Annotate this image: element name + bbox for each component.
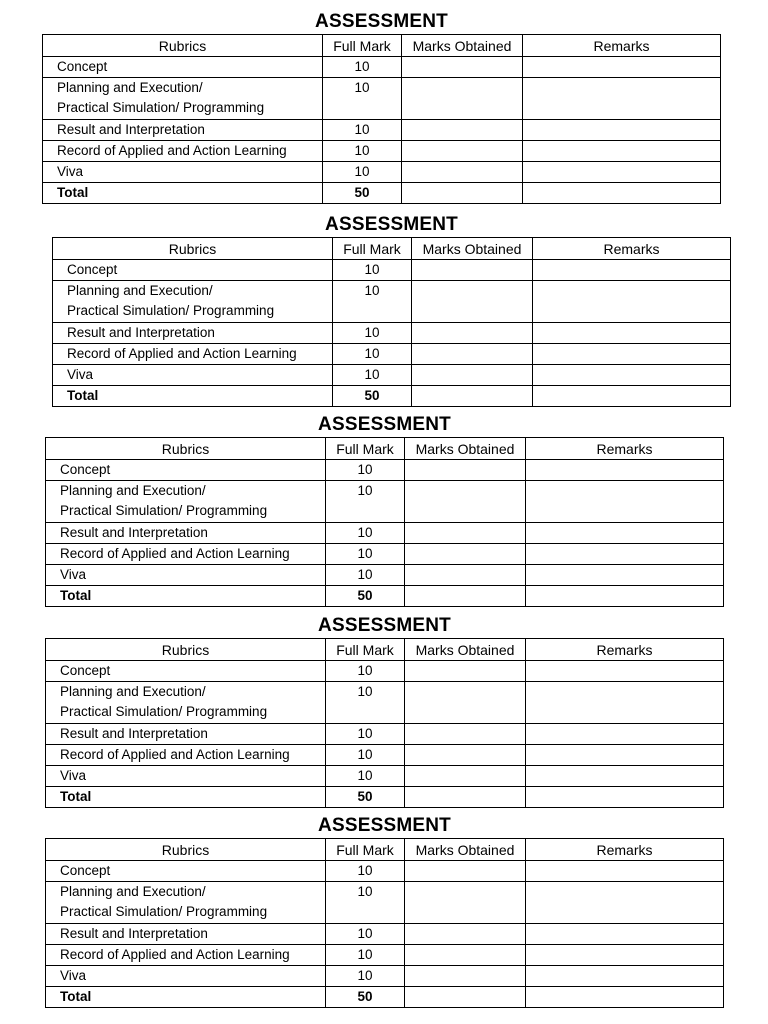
table-row (46, 724, 724, 745)
assessment-table (45, 638, 724, 808)
header-row (46, 839, 724, 861)
full-mark-cell: 10 (326, 945, 405, 966)
full-mark-cell: 10 (326, 682, 405, 724)
total-row (53, 386, 731, 407)
remarks-cell[interactable] (533, 260, 731, 281)
full-mark-cell: 10 (326, 766, 405, 787)
full-mark-cell: 10 (323, 162, 402, 183)
total-full-mark: 50 (326, 987, 405, 1008)
rubric-cell: Viva (46, 966, 326, 987)
rubrics-header: Rubrics (53, 238, 333, 260)
full-mark-cell: 10 (326, 966, 405, 987)
rubric-cell: Result and Interpretation (53, 323, 333, 344)
remarks-header: Remarks (533, 238, 731, 260)
remarks-header: Remarks (526, 639, 724, 661)
full-mark-cell: 10 (326, 661, 405, 682)
marks-obtained-cell[interactable] (405, 882, 526, 924)
full-mark-cell: 10 (326, 523, 405, 544)
marks-obtained-cell[interactable] (405, 565, 526, 586)
table-row (53, 365, 731, 386)
table-row (46, 924, 724, 945)
full-mark-cell: 10 (323, 78, 402, 120)
table-row (46, 861, 724, 882)
total-row (46, 987, 724, 1008)
header-row (53, 238, 731, 260)
rubrics-header: Rubrics (46, 639, 326, 661)
full-mark-header: Full Mark (326, 639, 405, 661)
marks-obtained-cell[interactable] (405, 544, 526, 565)
remarks-cell[interactable] (533, 281, 731, 323)
rubric-cell: Record of Applied and Action Learning (53, 344, 333, 365)
table-row (43, 141, 721, 162)
marks-obtained-cell[interactable] (405, 523, 526, 544)
remarks-cell[interactable] (526, 861, 724, 882)
total-full-mark: 50 (326, 787, 405, 808)
total-row (43, 183, 721, 204)
assessment-block-5 (45, 815, 724, 1008)
rubric-line-1: Planning and Execution/ (60, 483, 206, 498)
table-row (46, 745, 724, 766)
table-row (43, 120, 721, 141)
marks-obtained-cell[interactable] (405, 661, 526, 682)
full-mark-cell: 10 (333, 281, 412, 323)
assessment-block-1 (42, 11, 721, 204)
rubric-cell: Record of Applied and Action Learning (43, 141, 323, 162)
remarks-cell[interactable] (526, 682, 724, 724)
marks-obtained-cell[interactable] (402, 141, 523, 162)
rubric-cell (43, 78, 323, 120)
rubric-line-1: Planning and Execution/ (60, 884, 206, 899)
full-mark-cell: 10 (323, 57, 402, 78)
total-marks-obtained-cell[interactable] (405, 987, 526, 1008)
total-marks-obtained-cell[interactable] (402, 183, 523, 204)
assessment-table (45, 838, 724, 1008)
table-row (53, 260, 731, 281)
remarks-cell[interactable] (523, 120, 721, 141)
marks-obtained-cell[interactable] (405, 481, 526, 523)
marks-obtained-cell[interactable] (405, 724, 526, 745)
rubric-line-1: Planning and Execution/ (57, 80, 203, 95)
table-row (53, 323, 731, 344)
full-mark-cell: 10 (326, 882, 405, 924)
assessment-table (45, 437, 724, 607)
rubric-line-2: Practical Simulation/ Programming (60, 904, 268, 919)
rubric-line-2: Practical Simulation/ Programming (60, 503, 268, 518)
marks-obtained-cell[interactable] (405, 861, 526, 882)
remarks-cell[interactable] (526, 924, 724, 945)
full-mark-cell: 10 (326, 481, 405, 523)
table-row (46, 682, 724, 724)
total-row (46, 787, 724, 808)
full-mark-header: Full Mark (326, 438, 405, 460)
assessment-block-2 (52, 214, 731, 407)
remarks-cell[interactable] (526, 565, 724, 586)
total-remarks-cell[interactable] (526, 787, 724, 808)
assessment-table (42, 34, 721, 204)
table-row (43, 78, 721, 120)
full-mark-cell: 10 (326, 861, 405, 882)
total-full-mark: 50 (333, 386, 412, 407)
table-row (46, 481, 724, 523)
rubric-cell (46, 882, 326, 924)
table-row (46, 661, 724, 682)
table-row (43, 162, 721, 183)
total-remarks-cell[interactable] (526, 987, 724, 1008)
rubrics-header: Rubrics (43, 35, 323, 57)
rubric-line-2: Practical Simulation/ Programming (57, 100, 265, 115)
full-mark-header: Full Mark (333, 238, 412, 260)
remarks-cell[interactable] (526, 966, 724, 987)
rubric-line-2: Practical Simulation/ Programming (67, 303, 275, 318)
remarks-cell[interactable] (533, 365, 731, 386)
total-full-mark: 50 (326, 586, 405, 607)
marks-obtained-cell[interactable] (412, 365, 533, 386)
total-label: Total (43, 183, 323, 204)
full-mark-cell: 10 (326, 924, 405, 945)
rubric-cell: Viva (46, 766, 326, 787)
marks-obtained-cell[interactable] (405, 924, 526, 945)
table-row (46, 460, 724, 481)
marks-obtained-cell[interactable] (412, 323, 533, 344)
rubric-line-1: Planning and Execution/ (60, 684, 206, 699)
assessment-block-3 (45, 414, 724, 607)
marks-obtained-cell[interactable] (412, 344, 533, 365)
rubrics-header: Rubrics (46, 438, 326, 460)
remarks-header: Remarks (526, 438, 724, 460)
full-mark-cell: 10 (326, 544, 405, 565)
rubric-cell: Viva (43, 162, 323, 183)
marks-obtained-header: Marks Obtained (405, 438, 526, 460)
total-label: Total (46, 987, 326, 1008)
rubric-cell (53, 281, 333, 323)
total-remarks-cell[interactable] (526, 586, 724, 607)
table-row (46, 565, 724, 586)
marks-obtained-cell[interactable] (402, 78, 523, 120)
remarks-cell[interactable] (526, 745, 724, 766)
rubric-cell: Viva (53, 365, 333, 386)
full-mark-header: Full Mark (323, 35, 402, 57)
full-mark-header: Full Mark (326, 839, 405, 861)
full-mark-cell: 10 (326, 460, 405, 481)
remarks-cell[interactable] (523, 78, 721, 120)
marks-obtained-cell[interactable] (412, 281, 533, 323)
full-mark-cell: 10 (326, 565, 405, 586)
remarks-cell[interactable] (523, 162, 721, 183)
marks-obtained-cell[interactable] (405, 766, 526, 787)
total-marks-obtained-cell[interactable] (412, 386, 533, 407)
total-marks-obtained-cell[interactable] (405, 586, 526, 607)
rubric-cell: Result and Interpretation (46, 724, 326, 745)
rubric-cell: Concept (46, 460, 326, 481)
total-remarks-cell[interactable] (523, 183, 721, 204)
marks-obtained-cell[interactable] (405, 682, 526, 724)
table-row (53, 344, 731, 365)
remarks-header: Remarks (526, 839, 724, 861)
rubric-cell: Concept (46, 861, 326, 882)
rubric-cell: Viva (46, 565, 326, 586)
remarks-cell[interactable] (523, 57, 721, 78)
remarks-cell[interactable] (523, 141, 721, 162)
remarks-cell[interactable] (526, 724, 724, 745)
rubric-cell: Concept (43, 57, 323, 78)
rubric-line-1: Planning and Execution/ (67, 283, 213, 298)
rubrics-header: Rubrics (46, 839, 326, 861)
assessment-block-4 (45, 615, 724, 808)
remarks-cell[interactable] (533, 323, 731, 344)
rubric-cell: Result and Interpretation (46, 924, 326, 945)
full-mark-cell: 10 (323, 141, 402, 162)
total-row (46, 586, 724, 607)
total-label: Total (46, 787, 326, 808)
assessment-title: ASSESSMENT (315, 11, 448, 32)
total-full-mark: 50 (323, 183, 402, 204)
remarks-cell[interactable] (526, 544, 724, 565)
assessment-table (52, 237, 731, 407)
rubric-line-2: Practical Simulation/ Programming (60, 704, 268, 719)
rubric-cell: Record of Applied and Action Learning (46, 945, 326, 966)
marks-obtained-header: Marks Obtained (412, 238, 533, 260)
remarks-cell[interactable] (526, 945, 724, 966)
full-mark-cell: 10 (323, 120, 402, 141)
table-row (46, 766, 724, 787)
assessment-title: ASSESSMENT (325, 214, 458, 235)
rubric-cell: Record of Applied and Action Learning (46, 544, 326, 565)
table-row (43, 57, 721, 78)
rubric-cell: Result and Interpretation (46, 523, 326, 544)
full-mark-cell: 10 (326, 724, 405, 745)
marks-obtained-cell[interactable] (402, 57, 523, 78)
header-row (46, 438, 724, 460)
marks-obtained-header: Marks Obtained (405, 639, 526, 661)
header-row (43, 35, 721, 57)
marks-obtained-header: Marks Obtained (402, 35, 523, 57)
table-row (46, 523, 724, 544)
rubric-cell (46, 682, 326, 724)
marks-obtained-cell[interactable] (405, 945, 526, 966)
table-row (46, 544, 724, 565)
full-mark-cell: 10 (333, 323, 412, 344)
table-row (46, 945, 724, 966)
marks-obtained-cell[interactable] (402, 120, 523, 141)
full-mark-cell: 10 (326, 745, 405, 766)
total-remarks-cell[interactable] (533, 386, 731, 407)
remarks-cell[interactable] (526, 766, 724, 787)
full-mark-cell: 10 (333, 365, 412, 386)
marks-obtained-header: Marks Obtained (405, 839, 526, 861)
marks-obtained-cell[interactable] (402, 162, 523, 183)
total-label: Total (46, 586, 326, 607)
rubric-cell: Concept (46, 661, 326, 682)
remarks-header: Remarks (523, 35, 721, 57)
total-marks-obtained-cell[interactable] (405, 787, 526, 808)
rubric-cell: Concept (53, 260, 333, 281)
full-mark-cell: 10 (333, 344, 412, 365)
table-row (53, 281, 731, 323)
remarks-cell[interactable] (526, 882, 724, 924)
assessment-title: ASSESSMENT (318, 615, 451, 636)
table-row (46, 882, 724, 924)
marks-obtained-cell[interactable] (405, 966, 526, 987)
remarks-cell[interactable] (526, 481, 724, 523)
total-label: Total (53, 386, 333, 407)
header-row (46, 639, 724, 661)
assessment-title: ASSESSMENT (318, 815, 451, 836)
marks-obtained-cell[interactable] (405, 460, 526, 481)
marks-obtained-cell[interactable] (412, 260, 533, 281)
table-row (46, 966, 724, 987)
rubric-cell: Result and Interpretation (43, 120, 323, 141)
full-mark-cell: 10 (333, 260, 412, 281)
remarks-cell[interactable] (533, 344, 731, 365)
assessment-title: ASSESSMENT (318, 414, 451, 435)
rubric-cell: Record of Applied and Action Learning (46, 745, 326, 766)
remarks-cell[interactable] (526, 523, 724, 544)
rubric-cell (46, 481, 326, 523)
remarks-cell[interactable] (526, 460, 724, 481)
marks-obtained-cell[interactable] (405, 745, 526, 766)
remarks-cell[interactable] (526, 661, 724, 682)
